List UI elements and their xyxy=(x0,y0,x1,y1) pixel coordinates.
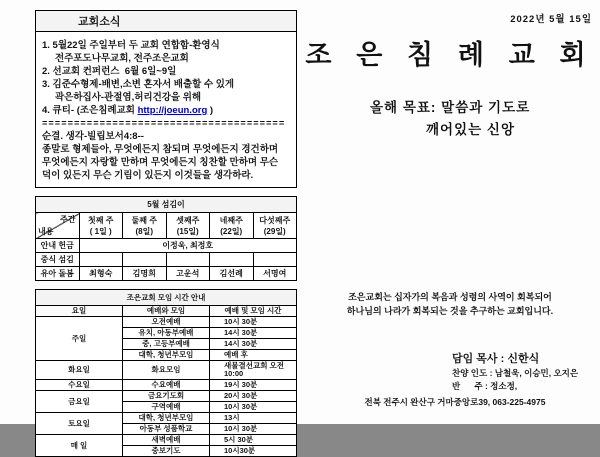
time-cell: 19시 30분 xyxy=(210,380,297,391)
praise-leaders: 찬양 인도 : 남철욱, 이승민, 오지은 xyxy=(452,368,579,378)
schedule-row xyxy=(36,317,297,328)
qt-suffix: ) xyxy=(207,105,214,116)
day-cell: 수요일 xyxy=(36,380,123,391)
verse-line: 무엇에든지 자랑할 만하며 무엇에든지 칭찬할 만하며 무슨 xyxy=(42,157,279,168)
equals-divider: ====================================== xyxy=(42,119,286,129)
news-item: 1. 5월22일 주일부터 두 교회 연합함-환영식 xyxy=(42,40,220,51)
week-header: 둘째 주 (8일) xyxy=(123,213,167,239)
schedule-header-row xyxy=(36,306,297,317)
meeting-cell: 구역예배 xyxy=(123,402,210,413)
meeting-cell: 화요모임 xyxy=(123,361,210,380)
row-label: 유아 돌봄 xyxy=(36,267,80,281)
time-cell: 14시 30분 xyxy=(210,339,297,350)
meeting-cell: 유치, 아동부예배 xyxy=(123,328,210,339)
qt-label: 4. 큐티- (조은침례교회 xyxy=(42,105,138,116)
staff-block xyxy=(452,351,578,393)
childcare-name: 서명여 xyxy=(253,267,297,281)
empty-cell xyxy=(123,253,167,267)
church-news-box xyxy=(35,10,297,188)
offering-servers: 이정욱, 최정호 xyxy=(79,239,297,253)
empty-cell xyxy=(253,253,297,267)
news-title: 교회소식 xyxy=(36,11,296,31)
right-page-cover xyxy=(300,0,600,424)
senior-pastor: 담임 목사 : 신한식 xyxy=(452,353,540,365)
accompanist: 반 주 : 정소정, xyxy=(452,381,518,391)
week-header: 다섯째주 (29일) xyxy=(253,213,297,239)
mission-line: 하나님의 나라가 회복되는 것을 추구하는 교회입니다. xyxy=(346,305,554,316)
col-header-day: 요일 xyxy=(36,306,123,317)
servers-title-row xyxy=(36,197,297,213)
schedule-table-title: 조은교회 모임 시간 안내 xyxy=(36,290,297,306)
meeting-cell: 중, 고등부예배 xyxy=(123,339,210,350)
year-goal-line1: 올해 목표: 말씀과 기도로 xyxy=(370,100,531,115)
col-header-meeting: 예배와 모임 xyxy=(123,306,210,317)
verse-reference: 순결. 생각-빌립보서4:8-- xyxy=(42,131,144,142)
row-label: 중식 섬김 xyxy=(36,253,80,267)
news-item-continued: 곽은하집사-관절염,허리건강을 위해 xyxy=(55,92,202,103)
servers-table-title: 5월 섬김이 xyxy=(36,197,297,213)
day-cell: 화요일 xyxy=(36,361,123,380)
schedule-row xyxy=(36,413,297,424)
day-cell: 주일 xyxy=(36,317,123,361)
time-cell: 예배 후 xyxy=(210,350,297,361)
servers-row-lunch xyxy=(36,253,297,267)
mission-statement xyxy=(300,291,600,318)
schedule-title-row xyxy=(36,290,297,306)
schedule-row xyxy=(36,391,297,402)
meeting-cell: 오전예배 xyxy=(123,317,210,328)
time-cell: 10시30분 xyxy=(210,446,297,457)
week-header: 셋째주 (15일) xyxy=(166,213,210,239)
time-cell: 새물결선교회 오전10:00 xyxy=(210,361,297,380)
time-cell: 13시 xyxy=(210,413,297,424)
empty-cell xyxy=(166,253,210,267)
verse-line: 종말로 형제들아, 무엇에든지 참되며 무엇에든지 경건하며 xyxy=(42,144,279,155)
time-cell: 10시 30분 xyxy=(210,317,297,328)
day-cell: 토요일 xyxy=(36,413,123,435)
meeting-cell: 아동부 성품학교 xyxy=(123,424,210,435)
childcare-name: 김명희 xyxy=(123,267,167,281)
joeun-org-link[interactable]: http://joeun.org xyxy=(137,105,208,116)
row-label: 안내 헌금 xyxy=(36,239,80,253)
corner-label-week: 주간 xyxy=(60,215,76,224)
news-item-qt xyxy=(42,104,290,117)
verse-line: 덕이 있든지 무슨 기림이 있든지 이것들을 생각하라. xyxy=(42,170,254,181)
bulletin-date: 2022년 5월 15일 xyxy=(510,14,592,25)
meeting-cell: 대학, 청년부모임 xyxy=(123,350,210,361)
day-cell: 매 일 xyxy=(36,435,123,457)
corner-label-content: 내용 xyxy=(38,227,54,236)
week-header: 첫째 주 ( 1일 ) xyxy=(79,213,123,239)
time-cell: 14시 30분 xyxy=(210,328,297,339)
childcare-name: 김선례 xyxy=(210,267,254,281)
meeting-cell: 중보기도 xyxy=(123,446,210,457)
left-page xyxy=(35,10,297,457)
childcare-name: 최형숙 xyxy=(79,267,123,281)
may-servers-table xyxy=(35,196,297,281)
servers-row-childcare xyxy=(36,267,297,281)
news-body xyxy=(42,32,290,182)
servers-row-offering xyxy=(36,239,297,253)
time-cell: 10시 30분 xyxy=(210,402,297,413)
col-header-time: 예배 및 모임 시간 xyxy=(210,306,297,317)
news-item: 3. 김준수형제-배변,소변 혼자서 배출할 수 있게 xyxy=(42,79,235,90)
meeting-cell: 새벽예배 xyxy=(123,435,210,446)
church-address: 전북 전주시 완산구 거마중앙로39, 063-225-4975 xyxy=(364,397,546,407)
news-item: 2. 선교회 컨퍼런스 6월 6일~9일 xyxy=(42,66,177,77)
meeting-cell: 대학, 청년부모임 xyxy=(123,413,210,424)
day-cell: 금요일 xyxy=(36,391,123,413)
meeting-schedule-table xyxy=(35,289,297,457)
mission-line: 조은교회는 십자가의 복음과 성령의 사역이 회복되어 xyxy=(348,292,552,302)
servers-header-row xyxy=(36,213,297,239)
time-cell: 10시 30분 xyxy=(210,424,297,435)
meeting-cell: 금요기도회 xyxy=(123,391,210,402)
schedule-row xyxy=(36,380,297,391)
empty-cell xyxy=(210,253,254,267)
week-header: 네째주 (22일) xyxy=(210,213,254,239)
church-name-title: 조 은 침 례 교 회 xyxy=(305,40,595,70)
corner-diagonal-cell xyxy=(36,213,80,239)
meeting-cell: 수요예배 xyxy=(123,380,210,391)
time-cell: 20시 30분 xyxy=(210,391,297,402)
year-goal-line2: 깨어있는 신앙 xyxy=(426,122,515,137)
news-item-continued: 전주포도나무교회, 전주조은교회 xyxy=(55,53,189,64)
schedule-row xyxy=(36,435,297,446)
childcare-name: 고운석 xyxy=(166,267,210,281)
empty-cell xyxy=(79,253,123,267)
time-cell: 5시 30분 xyxy=(210,435,297,446)
schedule-row xyxy=(36,361,297,380)
